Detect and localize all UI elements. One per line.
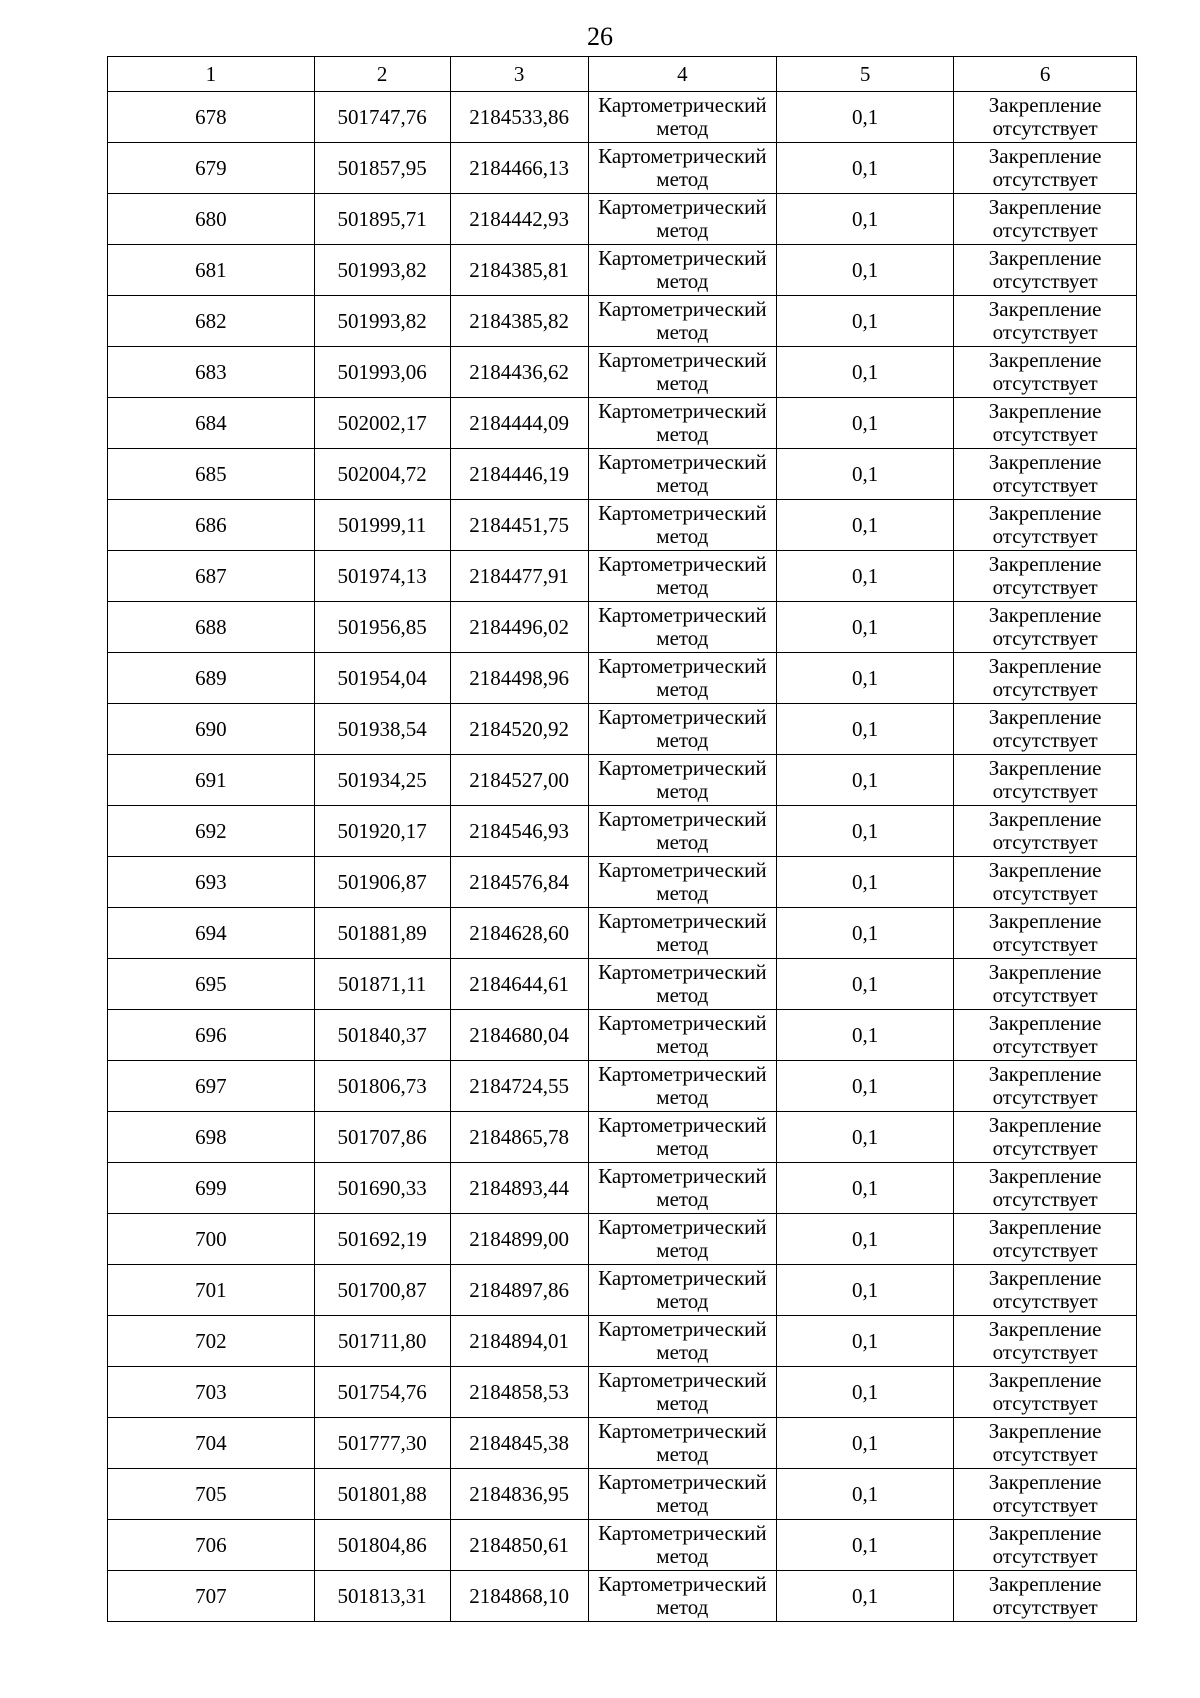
point-number-cell: 702 [108,1316,315,1367]
y-coordinate-cell: 2184893,44 [450,1163,588,1214]
point-number-cell: 693 [108,857,315,908]
method-cell: Картометрический метод [588,1316,776,1367]
y-coordinate-cell: 2184628,60 [450,908,588,959]
method-cell: Картометрический метод [588,1061,776,1112]
method-cell: Картометрический метод [588,92,776,143]
method-cell: Картометрический метод [588,806,776,857]
method-cell: Картометрический метод [588,1163,776,1214]
method-cell: Картометрический метод [588,959,776,1010]
x-coordinate-cell: 501999,11 [314,500,450,551]
table-row [108,92,1137,143]
accuracy-cell: 0,1 [776,296,953,347]
point-number-cell: 678 [108,92,315,143]
column-header-3: 3 [450,57,588,92]
fixation-description-cell: Закрепление отсутствует [954,806,1137,857]
table-row [108,1520,1137,1571]
method-cell: Картометрический метод [588,755,776,806]
method-cell: Картометрический метод [588,245,776,296]
table-row [108,1010,1137,1061]
accuracy-cell: 0,1 [776,1010,953,1061]
method-cell: Картометрический метод [588,143,776,194]
x-coordinate-cell: 501993,82 [314,245,450,296]
accuracy-cell: 0,1 [776,1163,953,1214]
coordinates-table [107,56,1137,1622]
x-coordinate-cell: 502004,72 [314,449,450,500]
y-coordinate-cell: 2184385,81 [450,245,588,296]
point-number-cell: 694 [108,908,315,959]
table-row [108,1112,1137,1163]
method-cell: Картометрический метод [588,857,776,908]
table-row [108,347,1137,398]
column-header-5: 5 [776,57,953,92]
point-number-cell: 688 [108,602,315,653]
fixation-description-cell: Закрепление отсутствует [954,1520,1137,1571]
fixation-description-cell: Закрепление отсутствует [954,653,1137,704]
fixation-description-cell: Закрепление отсутствует [954,1418,1137,1469]
method-cell: Картометрический метод [588,1520,776,1571]
method-cell: Картометрический метод [588,602,776,653]
table-row [108,806,1137,857]
table-row [108,704,1137,755]
table-row [108,1061,1137,1112]
fixation-description-cell: Закрепление отсутствует [954,857,1137,908]
y-coordinate-cell: 2184546,93 [450,806,588,857]
fixation-description-cell: Закрепление отсутствует [954,398,1137,449]
point-number-cell: 690 [108,704,315,755]
fixation-description-cell: Закрепление отсутствует [954,1061,1137,1112]
header-row [108,57,1137,92]
accuracy-cell: 0,1 [776,1418,953,1469]
point-number-cell: 686 [108,500,315,551]
y-coordinate-cell: 2184385,82 [450,296,588,347]
fixation-description-cell: Закрепление отсутствует [954,959,1137,1010]
point-number-cell: 692 [108,806,315,857]
fixation-description-cell: Закрепление отсутствует [954,1316,1137,1367]
fixation-description-cell: Закрепление отсутствует [954,347,1137,398]
accuracy-cell: 0,1 [776,398,953,449]
method-cell: Картометрический метод [588,1571,776,1622]
table-row [108,1418,1137,1469]
point-number-cell: 687 [108,551,315,602]
accuracy-cell: 0,1 [776,1316,953,1367]
table-row [108,194,1137,245]
x-coordinate-cell: 501840,37 [314,1010,450,1061]
point-number-cell: 705 [108,1469,315,1520]
method-cell: Картометрический метод [588,704,776,755]
accuracy-cell: 0,1 [776,1469,953,1520]
fixation-description-cell: Закрепление отсутствует [954,1265,1137,1316]
y-coordinate-cell: 2184520,92 [450,704,588,755]
x-coordinate-cell: 501777,30 [314,1418,450,1469]
accuracy-cell: 0,1 [776,1061,953,1112]
point-number-cell: 681 [108,245,315,296]
y-coordinate-cell: 2184442,93 [450,194,588,245]
accuracy-cell: 0,1 [776,449,953,500]
fixation-description-cell: Закрепление отсутствует [954,551,1137,602]
table-row [108,245,1137,296]
x-coordinate-cell: 501895,71 [314,194,450,245]
y-coordinate-cell: 2184451,75 [450,500,588,551]
column-header-6: 6 [954,57,1137,92]
x-coordinate-cell: 501801,88 [314,1469,450,1520]
method-cell: Картометрический метод [588,449,776,500]
fixation-description-cell: Закрепление отсутствует [954,704,1137,755]
accuracy-cell: 0,1 [776,245,953,296]
accuracy-cell: 0,1 [776,755,953,806]
table-row [108,1214,1137,1265]
point-number-cell: 680 [108,194,315,245]
table-row [108,857,1137,908]
method-cell: Картометрический метод [588,1112,776,1163]
table-row [108,1163,1137,1214]
table-row [108,755,1137,806]
fixation-description-cell: Закрепление отсутствует [954,143,1137,194]
method-cell: Картометрический метод [588,500,776,551]
table-row [108,908,1137,959]
x-coordinate-cell: 501804,86 [314,1520,450,1571]
accuracy-cell: 0,1 [776,143,953,194]
y-coordinate-cell: 2184527,00 [450,755,588,806]
method-cell: Картометрический метод [588,1010,776,1061]
table-row [108,959,1137,1010]
method-cell: Картометрический метод [588,1418,776,1469]
point-number-cell: 684 [108,398,315,449]
point-number-cell: 707 [108,1571,315,1622]
table-row [108,602,1137,653]
y-coordinate-cell: 2184644,61 [450,959,588,1010]
x-coordinate-cell: 501881,89 [314,908,450,959]
x-coordinate-cell: 501871,11 [314,959,450,1010]
x-coordinate-cell: 501906,87 [314,857,450,908]
table-row [108,1367,1137,1418]
table-row [108,500,1137,551]
accuracy-cell: 0,1 [776,500,953,551]
point-number-cell: 699 [108,1163,315,1214]
table-row [108,398,1137,449]
point-number-cell: 703 [108,1367,315,1418]
table-header [108,57,1137,92]
accuracy-cell: 0,1 [776,653,953,704]
x-coordinate-cell: 501806,73 [314,1061,450,1112]
x-coordinate-cell: 501993,82 [314,296,450,347]
accuracy-cell: 0,1 [776,806,953,857]
y-coordinate-cell: 2184498,96 [450,653,588,704]
accuracy-cell: 0,1 [776,908,953,959]
accuracy-cell: 0,1 [776,347,953,398]
method-cell: Картометрический метод [588,1265,776,1316]
y-coordinate-cell: 2184899,00 [450,1214,588,1265]
y-coordinate-cell: 2184446,19 [450,449,588,500]
accuracy-cell: 0,1 [776,1112,953,1163]
method-cell: Картометрический метод [588,551,776,602]
method-cell: Картометрический метод [588,1367,776,1418]
y-coordinate-cell: 2184724,55 [450,1061,588,1112]
accuracy-cell: 0,1 [776,959,953,1010]
point-number-cell: 683 [108,347,315,398]
accuracy-cell: 0,1 [776,551,953,602]
x-coordinate-cell: 501857,95 [314,143,450,194]
fixation-description-cell: Закрепление отсутствует [954,1112,1137,1163]
fixation-description-cell: Закрепление отсутствует [954,602,1137,653]
fixation-description-cell: Закрепление отсутствует [954,449,1137,500]
x-coordinate-cell: 501700,87 [314,1265,450,1316]
fixation-description-cell: Закрепление отсутствует [954,908,1137,959]
y-coordinate-cell: 2184845,38 [450,1418,588,1469]
y-coordinate-cell: 2184865,78 [450,1112,588,1163]
fixation-description-cell: Закрепление отсутствует [954,92,1137,143]
table-row [108,1571,1137,1622]
x-coordinate-cell: 501813,31 [314,1571,450,1622]
method-cell: Картометрический метод [588,1469,776,1520]
accuracy-cell: 0,1 [776,92,953,143]
table-row [108,449,1137,500]
y-coordinate-cell: 2184897,86 [450,1265,588,1316]
y-coordinate-cell: 2184477,91 [450,551,588,602]
y-coordinate-cell: 2184680,04 [450,1010,588,1061]
y-coordinate-cell: 2184496,02 [450,602,588,653]
point-number-cell: 700 [108,1214,315,1265]
accuracy-cell: 0,1 [776,1520,953,1571]
x-coordinate-cell: 501754,76 [314,1367,450,1418]
y-coordinate-cell: 2184576,84 [450,857,588,908]
y-coordinate-cell: 2184436,62 [450,347,588,398]
method-cell: Картометрический метод [588,908,776,959]
x-coordinate-cell: 501938,54 [314,704,450,755]
y-coordinate-cell: 2184836,95 [450,1469,588,1520]
accuracy-cell: 0,1 [776,194,953,245]
point-number-cell: 706 [108,1520,315,1571]
method-cell: Картометрический метод [588,296,776,347]
point-number-cell: 689 [108,653,315,704]
accuracy-cell: 0,1 [776,704,953,755]
method-cell: Картометрический метод [588,194,776,245]
fixation-description-cell: Закрепление отсутствует [954,1469,1137,1520]
fixation-description-cell: Закрепление отсутствует [954,1571,1137,1622]
point-number-cell: 704 [108,1418,315,1469]
fixation-description-cell: Закрепление отсутствует [954,1163,1137,1214]
y-coordinate-cell: 2184444,09 [450,398,588,449]
column-header-1: 1 [108,57,315,92]
accuracy-cell: 0,1 [776,1367,953,1418]
x-coordinate-cell: 501956,85 [314,602,450,653]
x-coordinate-cell: 501692,19 [314,1214,450,1265]
y-coordinate-cell: 2184850,61 [450,1520,588,1571]
page-number: 26 [587,22,613,51]
x-coordinate-cell: 502002,17 [314,398,450,449]
fixation-description-cell: Закрепление отсутствует [954,1367,1137,1418]
x-coordinate-cell: 501920,17 [314,806,450,857]
point-number-cell: 697 [108,1061,315,1112]
accuracy-cell: 0,1 [776,1214,953,1265]
accuracy-cell: 0,1 [776,857,953,908]
y-coordinate-cell: 2184466,13 [450,143,588,194]
x-coordinate-cell: 501954,04 [314,653,450,704]
table-row [108,551,1137,602]
fixation-description-cell: Закрепление отсутствует [954,755,1137,806]
x-coordinate-cell: 501974,13 [314,551,450,602]
column-header-2: 2 [314,57,450,92]
x-coordinate-cell: 501711,80 [314,1316,450,1367]
y-coordinate-cell: 2184868,10 [450,1571,588,1622]
method-cell: Картометрический метод [588,347,776,398]
point-number-cell: 682 [108,296,315,347]
accuracy-cell: 0,1 [776,1265,953,1316]
table-row [108,1265,1137,1316]
table-row [108,1316,1137,1367]
point-number-cell: 679 [108,143,315,194]
fixation-description-cell: Закрепление отсутствует [954,1010,1137,1061]
method-cell: Картометрический метод [588,398,776,449]
column-header-4: 4 [588,57,776,92]
x-coordinate-cell: 501993,06 [314,347,450,398]
fixation-description-cell: Закрепление отсутствует [954,296,1137,347]
fixation-description-cell: Закрепление отсутствует [954,245,1137,296]
y-coordinate-cell: 2184894,01 [450,1316,588,1367]
point-number-cell: 701 [108,1265,315,1316]
x-coordinate-cell: 501707,86 [314,1112,450,1163]
point-number-cell: 698 [108,1112,315,1163]
x-coordinate-cell: 501690,33 [314,1163,450,1214]
x-coordinate-cell: 501747,76 [314,92,450,143]
point-number-cell: 696 [108,1010,315,1061]
y-coordinate-cell: 2184858,53 [450,1367,588,1418]
method-cell: Картометрический метод [588,1214,776,1265]
method-cell: Картометрический метод [588,653,776,704]
table-row [108,653,1137,704]
y-coordinate-cell: 2184533,86 [450,92,588,143]
table-row [108,143,1137,194]
x-coordinate-cell: 501934,25 [314,755,450,806]
accuracy-cell: 0,1 [776,602,953,653]
point-number-cell: 695 [108,959,315,1010]
table-body [108,92,1137,1622]
point-number-cell: 691 [108,755,315,806]
accuracy-cell: 0,1 [776,1571,953,1622]
table-row [108,1469,1137,1520]
fixation-description-cell: Закрепление отсутствует [954,194,1137,245]
table-row [108,296,1137,347]
fixation-description-cell: Закрепление отсутствует [954,500,1137,551]
fixation-description-cell: Закрепление отсутствует [954,1214,1137,1265]
point-number-cell: 685 [108,449,315,500]
